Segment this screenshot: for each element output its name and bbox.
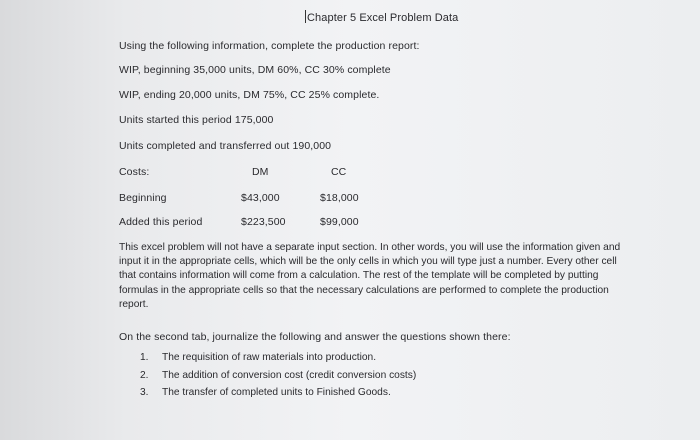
row-beginning-cc: $18,000: [320, 192, 359, 204]
row-beginning-label: Beginning: [119, 192, 167, 204]
units-completed-text: Units completed and transferred out 190,000: [119, 140, 332, 152]
row-added-dm: $223,500: [241, 216, 286, 228]
second-tab-intro: On the second tab, journalize the following and answer the questions shown there:: [119, 331, 511, 343]
list-item: 1. The requisition of raw materials into production.: [140, 352, 377, 363]
list-item: 3. The transfer of completed units to Finished Goods.: [140, 387, 391, 398]
costs-label: Costs:: [119, 166, 150, 178]
wip-beginning-text: WIP, beginning 35,000 units, DM 60%, CC 30% complete: [119, 64, 391, 76]
row-added-cc: $99,000: [320, 216, 359, 228]
row-added-label: Added this period: [119, 216, 203, 228]
units-started-text: Units started this period 175,000: [119, 114, 274, 126]
intro-text: Using the following information, complete the production report:: [119, 40, 420, 52]
task-list: [140, 352, 416, 405]
document-title: [305, 10, 458, 24]
row-beginning-dm: $43,000: [241, 192, 280, 204]
cc-column-header: CC: [331, 166, 347, 178]
instructions-paragraph: This excel problem will not have a separate input section. In other words, you will use the information given and input it in the appropriate cells, which will be the only cells in which you will type just a number. Every other cell that contains information will come from a calculation. The rest of the template will be completed by putting formulas in the appropriate cells so that the necessary calculations are performed to complete the production report.: [119, 242, 621, 310]
wip-ending-text: WIP, ending 20,000 units, DM 75%, CC 25% complete.: [119, 89, 380, 101]
list-item: 2. The addition of conversion cost (credit conversion costs): [140, 369, 417, 381]
document-title-text: Chapter 5 Excel Problem Data: [307, 12, 459, 24]
text-cursor: [305, 10, 306, 23]
dm-column-header: DM: [252, 166, 269, 178]
